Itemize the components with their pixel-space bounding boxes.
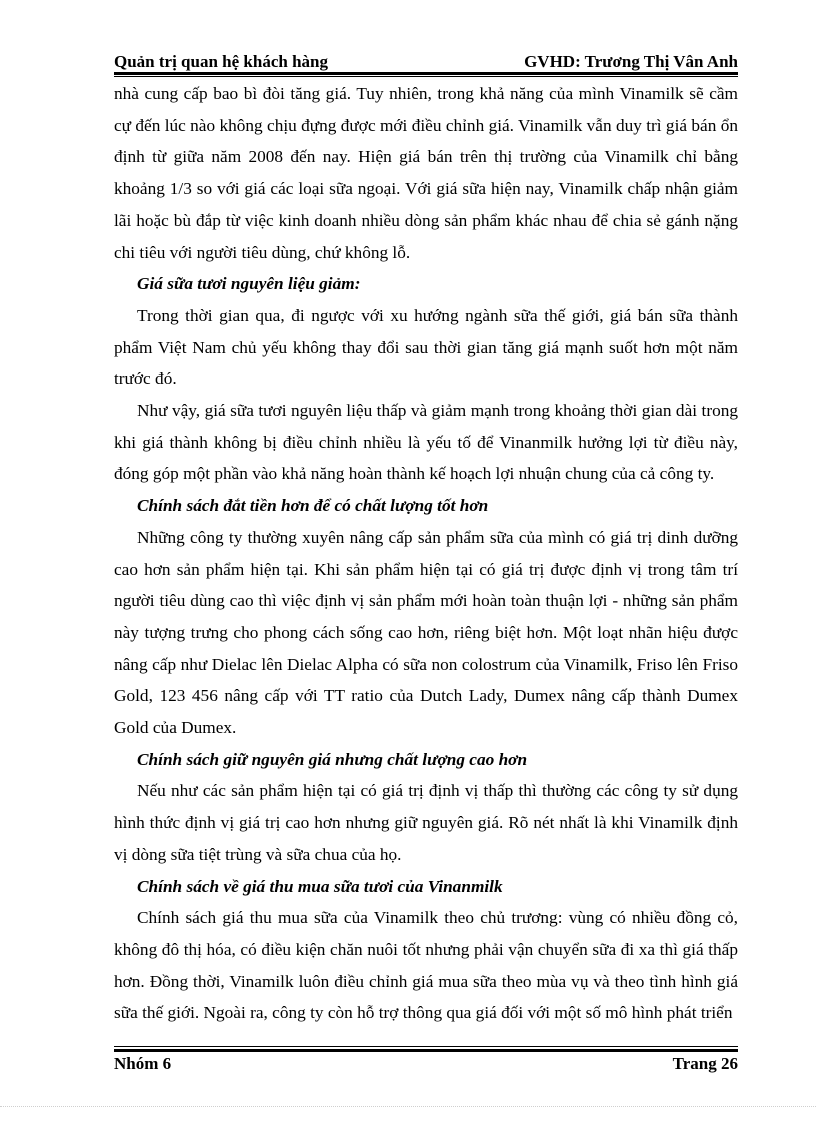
paragraph: Những công ty thường xuyên nâng cấp sản phẩm sữa của mình có giá trị dinh dưỡng cao hơn sản phẩm hiện tại. Khi sản phẩm hiện tại có giá trị được định vị trong tâm trí người tiêu dùng cao thì việc định vị sản phẩm mới hoàn toàn thuận lợi - những sản phẩm này tượng trưng cho phong cách sống cao hơn, riêng biệt hơn. Một loạt nhãn hiệu được nâng cấp như Dielac lên Dielac Alpha có sữa non colostrum của Vinamilk, Friso lên Friso Gold, 123 456 nâng cấp với TT ratio của Dutch Lady, Dumex nâng cấp thành Dumex Gold của Dumex. <box>114 527 738 738</box>
paragraph: nhà cung cấp bao bì đòi tăng giá. Tuy nhiên, trong khả năng của mình Vinamilk sẽ cầm cự đến lúc nào không chịu đựng được mới điều chỉnh giá. Vinamilk vẫn duy trì giá bán ổn định từ giữa năm 2008 đến nay. Hiện giá bán trên thị trường của Vinamilk chỉ bằng khoảng 1/3 so với giá các loại sữa ngoại. Với giá sữa hiện nay, Vinamilk chấp nhận giảm lãi hoặc bù đắp từ việc kinh doanh nhiều dòng sản phẩm khác nhau để chia sẻ gánh nặng chi tiêu với người tiêu dùng, chứ không lỗ. <box>114 84 738 262</box>
page-header <box>114 52 738 72</box>
header-rule-thin <box>114 76 738 77</box>
header-instructor: GVHD: Trương Thị Vân Anh <box>524 52 738 71</box>
paragraph: Nếu như các sản phẩm hiện tại có giá trị định vị thấp thì thường các công ty sử dụng hình thức định vị giá trị cao hơn nhưng giữ nguyên giá. Rõ nét nhất là khi Vinamilk định vị dòng sữa tiệt trùng và sữa chua của họ. <box>114 781 738 864</box>
paragraph: Trong thời gian qua, đi ngược với xu hướng ngành sữa thế giới, giá bán sữa thành phẩm Việt Nam chủ yếu không thay đổi sau thời gian tăng giá mạnh suốt hơn một năm trước đó. <box>114 305 738 389</box>
section-heading: Chính sách đắt tiền hơn để có chất lượng tốt hơn <box>137 496 489 516</box>
footer-group-label: Nhóm 6 <box>114 1054 172 1073</box>
page-number: Trang 26 <box>672 1054 738 1073</box>
header-rule-thick <box>114 72 738 75</box>
section-heading: Chính sách giữ nguyên giá nhưng chất lượng cao hơn <box>137 749 528 769</box>
paragraph: Như vậy, giá sữa tươi nguyên liệu thấp và giảm mạnh trong khoảng thời gian dài trong khi giá thành không bị điều chỉnh nhiều là yếu tố để Vinanmilk hưởng lợi từ điều này, đóng góp một phần vào khả năng hoàn thành kế hoạch lợi nhuận chung của cả công ty. <box>114 401 738 484</box>
footer-rule-thick <box>114 1049 738 1052</box>
footer-rule-thin <box>114 1046 738 1047</box>
page-edge-divider <box>0 1106 816 1107</box>
page-body <box>114 78 738 1029</box>
section-heading: Chính sách về giá thu mua sữa tươi của Vinanmilk <box>137 876 503 896</box>
page-footer <box>114 1054 738 1074</box>
section-heading: Giá sữa tươi nguyên liệu giảm: <box>137 274 361 294</box>
header-course-title: Quản trị quan hệ khách hàng <box>114 52 328 71</box>
paragraph: Chính sách giá thu mua sữa của Vinamilk theo chủ trương: vùng có nhiều đồng cỏ, không đô thị hóa, có điều kiện chăn nuôi tốt nhưng phải vận chuyển sữa đi xa thì giá thấp hơn. Đồng thời, Vinamilk luôn điều chỉnh giá mua sữa theo mùa vụ và theo tình hình giá sữa thế giới. Ngoài ra, công ty còn hỗ trợ thông qua giá đối với một số mô hình phát triển <box>114 908 738 1023</box>
